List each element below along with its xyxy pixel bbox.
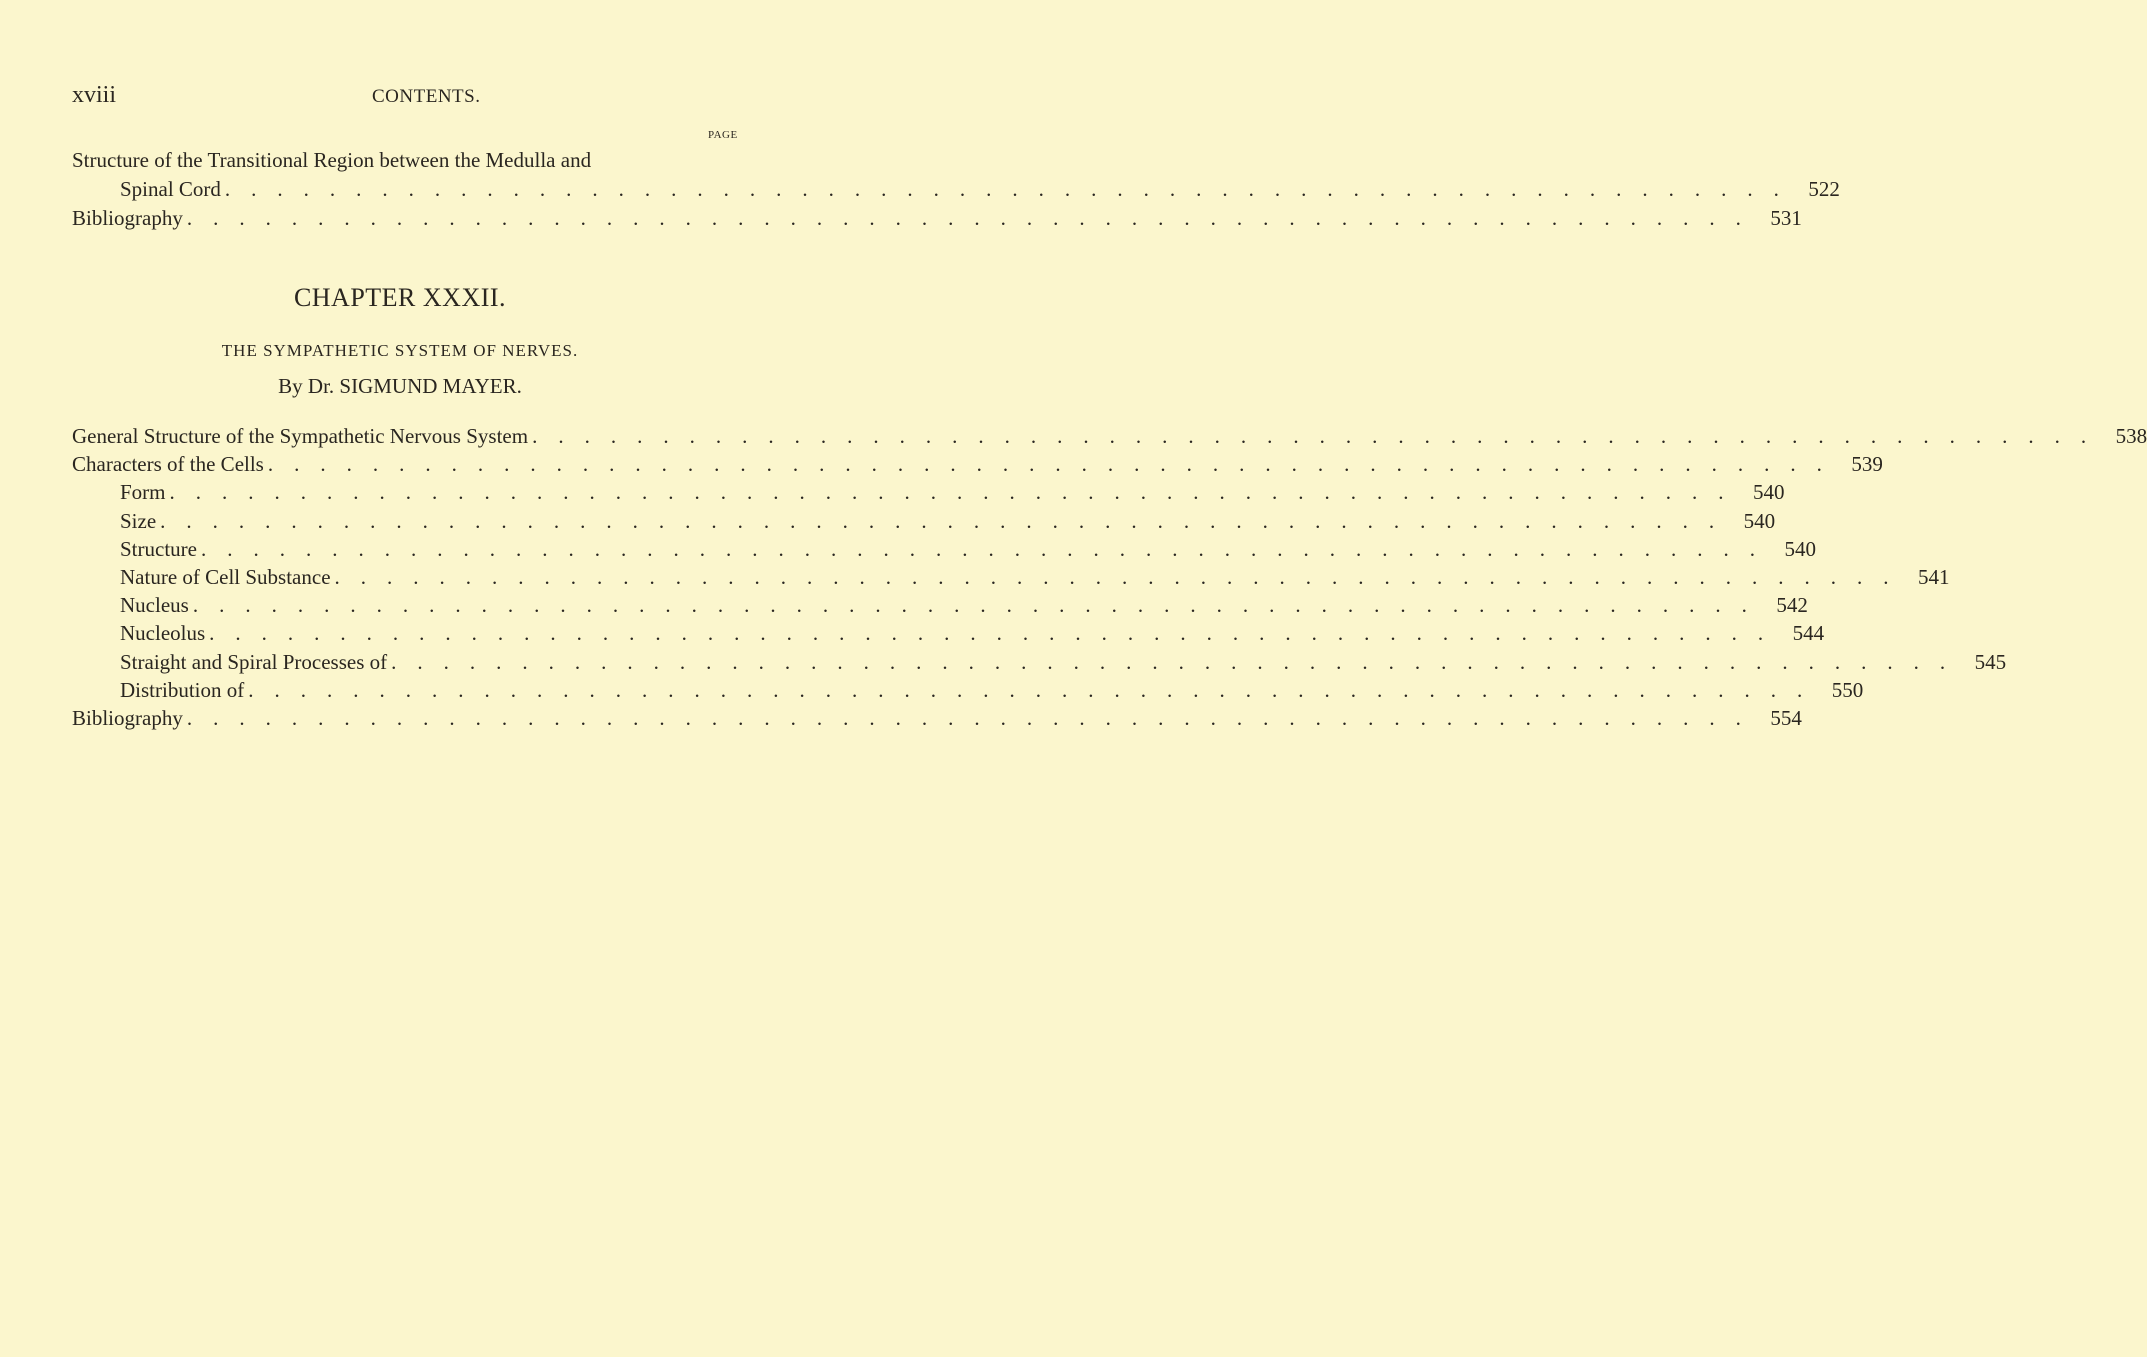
toc-entry [120,480,1785,508]
entry-page: 522 [1808,177,1840,201]
entry-page: 545 [1974,649,2007,674]
chapter-author: By Dr. SIGMUND MAYER. [278,374,522,398]
dot-leader: . . . . . . . . . . . . . . . . . . . . . . . . . . . . . . . . . . . . . . . . . . . . . . . . . . . . . . . . . . . . [209,621,1785,646]
toc-entry [120,177,1840,205]
entry-title: Characters of the Cells [72,452,264,477]
dot-leader: . . . . . . . . . . . . . . . . . . . . . . . . . . . . . . . . . . . . . . . . . . . . . . . . . . . . . . . . . . . . [200,536,1776,561]
dot-leader: . . . . . . . . . . . . . . . . . . . . . . . . . . . . . . . . . . . . . . . . . . . . . . . . . . . . . . . . . . . . [186,206,1762,230]
entry-page: 531 [1770,206,1802,230]
dot-leader: . . . . . . . . . . . . . . . . . . . . . . . . . . . . . . . . . . . . . . . . . . . . . . . . . . . . . . . . . . . . [267,452,1843,477]
toc-entry [120,649,2007,678]
dot-leader: . . . . . . . . . . . . . . . . . . . . . . . . . . . . . . . . . . . . . . . . . . . . . . . . . . . . . . . . . . . . [192,593,1768,618]
dot-leader: . . . . . . . . . . . . . . . . . . . . . . . . . . . . . . . . . . . . . . . . . . . . . . . . . . . . . . . . . . . . [160,508,1736,533]
dot-leader: . . . . . . . . . . . . . . . . . . . . . . . . . . . . . . . . . . . . . . . . . . . . . . . . . . . . . . . . . . . . [334,565,1910,589]
entry-title: Form [120,480,166,505]
entry-title: Straight and Spiral Processes of [120,649,388,674]
entry-title: Distribution of [120,677,245,702]
chapter-subtitle: THE SYMPATHETIC SYSTEM OF NERVES. [221,341,579,360]
toc-entry [120,621,1825,649]
chapter-heading: CHAPTER XXXII. [293,283,507,312]
toc-entry [120,508,1776,537]
entry-title: Bibliography [72,206,183,230]
toc-entry [120,677,1864,706]
dot-leader: . . . . . . . . . . . . . . . . . . . . . . . . . . . . . . . . . . . . . . . . . . . . . . . . . . . . . . . . . . . . [169,480,1745,505]
dot-leader: . . . . . . . . . . . . . . . . . . . . . . . . . . . . . . . . . . . . . . . . . . . . . . . . . . . . . . . . . . . . [248,677,1824,702]
entry-title: Structure of the Transitional Region between the Medulla and [72,148,592,172]
entry-title: Nucleolus [120,621,206,646]
toc-entry [120,593,1808,621]
entry-page: 550 [1831,677,1864,702]
toc-entry [72,452,1883,480]
entry-title: Structure [120,536,197,561]
toc-entry [120,565,1950,593]
dot-leader: . . . . . . . . . . . . . . . . . . . . . . . . . . . . . . . . . . . . . . . . . . . . . . . . . . . . . . . . . . . . [532,424,2108,448]
entry-title: General Structure of the Sympathetic Nervous System [72,424,529,448]
entry-page: 540 [1753,480,1785,505]
running-header: CONTENTS. [372,86,481,107]
entry-page: 542 [1776,593,1808,618]
entry-title: Size [120,508,157,533]
toc-entry [120,536,1816,565]
entry-page: 544 [1792,621,1825,646]
dot-leader: . . . . . . . . . . . . . . . . . . . . . . . . . . . . . . . . . . . . . . . . . . . . . . . . . . . . . . . . . . . . [224,177,1800,201]
entry-title: Nature of Cell Substance [120,565,331,589]
toc-entry [72,206,1802,234]
entry-page: 539 [1851,452,1883,477]
toc-entry [72,706,1802,734]
dot-leader: . . . . . . . . . . . . . . . . . . . . . . . . . . . . . . . . . . . . . . . . . . . . . . . . . . . . . . . . . . . . [186,706,1762,730]
page-column-label: PAGE [708,129,738,141]
page-number: xviii [72,82,117,108]
entry-title: Spinal Cord [120,177,221,201]
entry-page: 554 [1770,706,1802,730]
entry-page: 538 [2115,424,2147,448]
entry-title: Bibliography [72,706,183,730]
entry-page: 541 [1918,565,1950,589]
dot-leader: . . . . . . . . . . . . . . . . . . . . . . . . . . . . . . . . . . . . . . . . . . . . . . . . . . . . . . . . . . . . [391,649,1967,674]
entry-title: Nucleus [120,593,189,618]
toc-entry [72,424,2147,452]
entry-page: 540 [1784,536,1816,561]
entry-page: 540 [1743,508,1776,533]
toc-entry [72,148,740,176]
